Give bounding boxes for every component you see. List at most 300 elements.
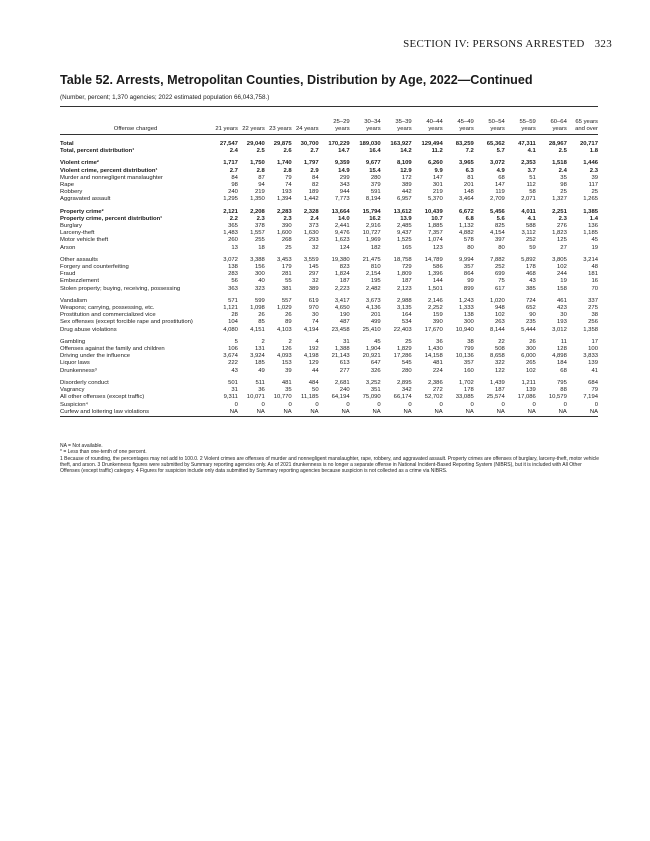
table-cell: NA (283, 408, 292, 415)
table-cell: 255 (254, 237, 265, 244)
table-cell: 2,123 (396, 285, 412, 292)
table-cell: 3,388 (250, 256, 265, 263)
column-header-age: 55–59 years (519, 118, 536, 132)
table-cell: 4,093 (276, 353, 292, 360)
table-row (60, 230, 598, 237)
table-cell: 219 (432, 189, 443, 196)
table-cell: 4,011 (521, 208, 536, 215)
row-label: Property crime, percent distribution¹ (60, 215, 163, 222)
table-row (60, 319, 598, 326)
table-cell: 129 (308, 360, 319, 367)
table-cell: 3,965 (459, 160, 474, 167)
table-cell: 1,525 (396, 237, 412, 244)
table-cell: 104 (228, 319, 238, 326)
table-row (60, 148, 598, 155)
table-cell: 178 (463, 387, 474, 394)
table-cell: NA (310, 408, 319, 415)
table-cell: 4,154 (490, 230, 505, 237)
table-cell: 300 (525, 346, 536, 353)
table-cell: 182 (370, 244, 381, 251)
row-label: Violent crime, percent distribution¹ (60, 167, 158, 174)
table-cell: 343 (339, 182, 350, 189)
row-label: Weapons; carrying, possessing, etc. (60, 305, 155, 312)
table-cell: 9,677 (365, 160, 381, 167)
column-header-age: 30–34 years (364, 118, 381, 132)
table-cell: 235 (525, 319, 536, 326)
column-header-age: 22 years (242, 125, 265, 132)
table-cell: 7.2 (465, 148, 474, 155)
table-row (60, 402, 598, 409)
table-cell: 3,674 (223, 353, 238, 360)
table-cell: 275 (588, 305, 598, 312)
table-cell: 1,020 (490, 297, 505, 304)
table-cell: 244 (557, 271, 567, 278)
table-cell: 1,388 (334, 346, 350, 353)
table-cell: 2,208 (250, 208, 265, 215)
table-cell: 6,260 (427, 160, 443, 167)
arrests-table (60, 106, 598, 417)
table-cell: 201 (370, 312, 381, 319)
table-cell: NA (434, 408, 443, 415)
table-cell: 31 (231, 387, 238, 394)
table-cell: 9.9 (434, 167, 443, 174)
table-cell: 1,797 (303, 160, 319, 167)
table-cell: 122 (494, 367, 505, 374)
table-cell: 1,121 (223, 305, 238, 312)
table-cell: 26 (285, 312, 292, 319)
table-cell: NA (589, 408, 598, 415)
table-row (60, 387, 598, 394)
table-cell: 578 (463, 237, 474, 244)
table-cell: 481 (281, 379, 292, 386)
table-cell: 6,000 (521, 353, 536, 360)
table-cell: 138 (463, 312, 474, 319)
table-cell: 2.7 (310, 148, 319, 155)
table-cell: 699 (494, 271, 505, 278)
table-cell: 125 (557, 237, 567, 244)
row-label: Murder and nonnegligent manslaughter (60, 174, 163, 181)
table-cell: 389 (308, 285, 319, 292)
table-cell: 5,370 (427, 196, 443, 203)
table-cell: NA (496, 408, 505, 415)
table-cell: 6,957 (396, 196, 412, 203)
table-cell: 70 (591, 285, 598, 292)
table-row (60, 312, 598, 319)
table-cell: 301 (432, 182, 443, 189)
table-cell: 619 (308, 297, 319, 304)
table-cell: 170,229 (328, 141, 350, 147)
table-cell: 33,085 (455, 394, 474, 401)
table-cell: 647 (370, 360, 381, 367)
table-cell: 1,442 (303, 196, 319, 203)
table-cell: 1,702 (459, 379, 474, 386)
table-cell: 14.0 (338, 215, 350, 222)
table-cell: 3.7 (527, 167, 536, 174)
table-cell: 66,174 (393, 394, 412, 401)
table-cell: 281 (281, 271, 292, 278)
table-cell: 5 (234, 338, 238, 345)
table-row (60, 375, 598, 387)
table-cell: 145 (308, 264, 319, 271)
table-cell: 2 (261, 338, 265, 345)
table-row (60, 305, 598, 312)
table-cell: 75 (498, 278, 505, 285)
table-cell: 112 (526, 182, 536, 189)
table-cell: 74 (285, 182, 292, 189)
table-cell: 138 (228, 264, 238, 271)
table-row (60, 394, 598, 401)
table-cell: 8,194 (365, 196, 381, 203)
table-cell: 2.3 (558, 215, 567, 222)
table-cell: 1,904 (365, 346, 381, 353)
table-cell: 172 (401, 174, 412, 181)
table-cell: 201 (463, 182, 474, 189)
row-label: Motor vehicle theft (60, 237, 109, 244)
table-cell: 2,485 (396, 223, 412, 230)
table-cell: 2.3 (589, 167, 598, 174)
table-cell: 810 (370, 264, 381, 271)
row-label: Vagrancy (60, 387, 85, 394)
table-cell: 159 (432, 312, 443, 319)
row-label: Sex offenses (except forcible rape and prostitution) (60, 319, 193, 326)
table-cell: 1,823 (552, 230, 567, 237)
table-cell: 75,090 (362, 394, 381, 401)
table-cell: 1,630 (303, 230, 319, 237)
table-cell: 944 (339, 189, 350, 196)
table-cell: 56 (231, 278, 238, 285)
table-cell: 1,717 (223, 160, 238, 167)
table-cell: 1,396 (427, 271, 443, 278)
table-cell: 190 (339, 312, 350, 319)
table-row (60, 346, 598, 353)
table-cell: 13.9 (400, 215, 412, 222)
table-cell: 1.8 (589, 148, 598, 155)
table-cell: 9,437 (396, 230, 412, 237)
table-cell: 7,357 (427, 230, 443, 237)
table-cell: 12.9 (400, 167, 412, 174)
table-cell: 300 (254, 271, 265, 278)
table-cell: 4,882 (459, 230, 474, 237)
table-cell: 83,259 (455, 141, 474, 147)
table-cell: 87 (258, 174, 265, 181)
table-cell: 102 (557, 264, 567, 271)
table-cell: 1,333 (459, 305, 474, 312)
table-cell: 43 (231, 367, 238, 374)
table-cell: 545 (401, 360, 412, 367)
footnote: * = Less than one-tenth of one percent. (60, 449, 147, 456)
table-cell: 4.1 (527, 215, 536, 222)
table-cell: 2,283 (276, 208, 292, 215)
table-cell: 2,681 (334, 379, 350, 386)
table-cell: 31 (343, 338, 350, 345)
row-label: Aggravated assault (60, 196, 111, 203)
table-cell: 28,967 (548, 141, 567, 147)
table-cell: 825 (494, 223, 505, 230)
table-row (60, 368, 598, 375)
table-cell: 3,559 (303, 256, 319, 263)
table-cell: 2.9 (310, 167, 319, 174)
table-cell: 193 (557, 319, 567, 326)
table-cell: 297 (308, 271, 319, 278)
table-cell: 2.7 (229, 167, 238, 174)
table-cell: 276 (557, 223, 567, 230)
table-cell: 4,898 (552, 353, 567, 360)
table-cell: 2.6 (283, 148, 292, 155)
table-cell: 15,794 (362, 208, 381, 215)
table-cell: 25,574 (486, 394, 505, 401)
table-row (60, 216, 598, 223)
table-cell: 160 (463, 367, 474, 374)
row-label: Liquor laws (60, 360, 90, 367)
table-cell: 1,809 (396, 271, 412, 278)
table-cell: 0 (346, 401, 350, 408)
table-cell: 129,494 (421, 141, 443, 147)
footnote: 1 Because of rounding, the percentages may not add to 100.0. 2 Violent crimes are offenses of murder and nonnegligent manslaughter, rape, robbery, and aggravated assault. Property crimes are offenses of burglary, larceny-theft, motor vehicle theft, and arson. 3 Drunkenness figures were submitted by Summary reporting agencies only. As of 2021 drunkenness is no longer a separate offense in National Incident-Based Reporting System (NIBRS), but it is included with All Other Offenses (except traffic) category. 4 Figures for suspicion include only data submitted by Summary reporting agencies because suspicion is not collected as a crime via NIBRS. (60, 455, 600, 475)
table-cell: 20,717 (579, 141, 598, 147)
table-cell: 461 (557, 297, 567, 304)
table-cell: 0 (288, 401, 292, 408)
table-cell: 363 (228, 285, 238, 292)
table-cell: 484 (308, 379, 319, 386)
column-header-age: 40–44 years (426, 118, 443, 132)
table-cell: 1,750 (250, 160, 265, 167)
table-cell: 10,439 (424, 208, 443, 215)
table-cell: 11.2 (431, 148, 443, 155)
table-cell: 300 (463, 319, 474, 326)
table-cell: 0 (377, 401, 381, 408)
table-cell: 189,030 (359, 141, 381, 147)
table-row (60, 168, 598, 175)
row-label: Prostitution and commercialized vice (60, 312, 156, 319)
table-cell: 3,464 (459, 196, 474, 203)
table-cell: 8,658 (490, 353, 505, 360)
table-cell: 378 (254, 223, 265, 230)
table-cell: 501 (228, 379, 238, 386)
table-cell: 724 (525, 297, 536, 304)
table-cell: 64,194 (331, 394, 350, 401)
table-cell: 1,439 (490, 379, 505, 386)
table-cell: 1,074 (427, 237, 443, 244)
table-cell: 1,358 (583, 326, 598, 333)
table-cell: 252 (494, 264, 505, 271)
table-cell: 534 (401, 319, 412, 326)
table-cell: 90 (529, 312, 536, 319)
table-cell: 0 (408, 401, 412, 408)
table-cell: 17 (591, 338, 598, 345)
table-cell: 29,875 (273, 141, 292, 147)
table-cell: 899 (463, 285, 474, 292)
row-label: Stolen property; buying, receiving, possessing (60, 285, 181, 292)
table-cell: 148 (463, 189, 474, 196)
table-cell: 43 (529, 278, 536, 285)
table-cell: 263 (494, 319, 505, 326)
table-cell: 2.4 (558, 167, 567, 174)
table-cell: 322 (494, 360, 505, 367)
row-label: Rape (60, 182, 75, 189)
table-cell: 0 (532, 401, 536, 408)
table-cell: 185 (254, 360, 265, 367)
table-cell: 948 (494, 305, 505, 312)
column-header-age: 21 years (215, 125, 238, 132)
table-cell: 2,482 (365, 285, 381, 292)
table-cell: 25 (591, 189, 598, 196)
table-cell: 3,214 (583, 256, 598, 263)
table-cell: 184 (557, 360, 567, 367)
table-cell: NA (256, 408, 265, 415)
table-row (60, 327, 598, 334)
table-cell: 4.1 (527, 148, 536, 155)
table-cell: 2.4 (229, 148, 238, 155)
table-cell: 3,805 (552, 256, 567, 263)
table-cell: 2,441 (334, 223, 350, 230)
table-cell: 2.2 (229, 215, 238, 222)
table-cell: 6,672 (459, 208, 474, 215)
row-label: Larceny-theft (60, 230, 95, 237)
table-row (60, 175, 598, 182)
table-cell: 1,623 (334, 237, 350, 244)
table-cell: 1,483 (223, 230, 238, 237)
table-cell: 10,579 (548, 394, 567, 401)
table-row (60, 189, 598, 196)
table-cell: 323 (254, 285, 265, 292)
table-row (60, 264, 598, 271)
table-cell: 2.3 (256, 215, 265, 222)
table-cell: 219 (254, 189, 265, 196)
table-cell: 8,109 (396, 160, 412, 167)
table-cell: 13,664 (331, 208, 350, 215)
table-cell: 153 (281, 360, 292, 367)
table-cell: 85 (258, 319, 265, 326)
table-cell: 0 (234, 401, 238, 408)
table-cell: 2.8 (256, 167, 265, 174)
table-cell: 1,885 (427, 223, 443, 230)
table-cell: 499 (370, 319, 381, 326)
table-cell: 19 (591, 244, 598, 251)
table-cell: 128 (557, 346, 567, 353)
table-cell: 18 (258, 244, 265, 251)
table-cell: 1,350 (250, 196, 265, 203)
table-cell: 55 (285, 278, 292, 285)
table-cell: 17,286 (393, 353, 412, 360)
table-cell: 342 (401, 387, 412, 394)
table-cell: 80 (498, 244, 505, 251)
table-cell: 2,252 (427, 305, 443, 312)
table-cell: 25 (405, 338, 412, 345)
row-label: Violent crime² (60, 160, 99, 167)
table-cell: 7,194 (583, 394, 598, 401)
table-cell: 32 (312, 278, 319, 285)
table-row (60, 271, 598, 278)
table-row (60, 155, 598, 167)
table-cell: 65,362 (486, 141, 505, 147)
table-cell: 1,029 (276, 305, 292, 312)
table-row (60, 252, 598, 264)
table-cell: 179 (281, 264, 292, 271)
table-cell: 256 (588, 319, 598, 326)
table-cell: 365 (228, 223, 238, 230)
table-cell: 3,417 (334, 297, 350, 304)
table-cell: 74 (312, 319, 319, 326)
column-header-offense: Offense charged (113, 125, 158, 132)
table-cell: 7,882 (490, 256, 505, 263)
table-cell: 158 (557, 285, 567, 292)
table-cell: 1.4 (589, 215, 598, 222)
table-cell: 3,072 (490, 160, 505, 167)
table-cell: 52,702 (424, 394, 443, 401)
table-cell: 729 (401, 264, 412, 271)
table-row (60, 409, 598, 417)
table-cell: 1,211 (521, 379, 536, 386)
table-cell: 98 (231, 182, 238, 189)
table-cell: 588 (525, 223, 536, 230)
table-cell: 280 (401, 367, 412, 374)
table-cell: 3,012 (552, 326, 567, 333)
footnotes (60, 443, 600, 474)
header-row (60, 107, 598, 135)
table-cell: 178 (525, 264, 536, 271)
table-cell: 5.7 (496, 148, 505, 155)
table-cell: 280 (370, 174, 381, 181)
table-cell: 99 (467, 278, 474, 285)
table-cell: 47,311 (518, 141, 536, 147)
table-cell: 0 (315, 401, 319, 408)
page-number: 323 (594, 38, 612, 50)
table-cell: 7,773 (334, 196, 350, 203)
row-label: Arson (60, 244, 76, 251)
table-cell: 1,829 (396, 346, 412, 353)
table-row (60, 182, 598, 189)
table-cell: 51 (529, 174, 536, 181)
table-cell: NA (403, 408, 412, 415)
table-cell: 50 (312, 387, 319, 394)
table-cell: 2.5 (558, 148, 567, 155)
table-cell: 272 (432, 387, 443, 394)
table-cell: 3,135 (396, 305, 412, 312)
footnote: NA = Not available. (60, 443, 103, 449)
table-cell: 511 (255, 379, 265, 386)
table-cell: 27,547 (219, 141, 238, 147)
table-cell: 337 (588, 297, 598, 304)
table-cell: NA (558, 408, 567, 415)
column-header-age: 23 years (269, 125, 292, 132)
table-cell: 14.9 (338, 167, 350, 174)
table-cell: 613 (339, 360, 350, 367)
table-cell: 3,112 (521, 230, 536, 237)
table-cell: 14,789 (424, 256, 443, 263)
column-header-age: 50–54 years (488, 118, 505, 132)
table-cell: 35 (560, 174, 567, 181)
row-label: Forgery and counterfeiting (60, 264, 129, 271)
table-cell: 25 (560, 189, 567, 196)
table-cell: 823 (339, 264, 350, 271)
table-cell: 16.2 (369, 215, 381, 222)
table-cell: 268 (281, 237, 292, 244)
table-cell: 187 (401, 278, 412, 285)
column-header-age: 24 years (296, 125, 319, 132)
table-cell: 4,103 (276, 326, 292, 333)
table-cell: 481 (432, 360, 443, 367)
table-cell: 1,295 (223, 196, 238, 203)
table-cell: 5,892 (521, 256, 536, 263)
table-cell: 2,988 (396, 297, 412, 304)
table-cell: 2,353 (521, 160, 536, 167)
table-cell: 16.4 (369, 148, 381, 155)
table-cell: 2,121 (223, 208, 238, 215)
table-cell: 0 (439, 401, 443, 408)
table-cell: 3,673 (365, 297, 381, 304)
table-cell: 14,158 (424, 353, 443, 360)
table-cell: 4 (315, 338, 319, 345)
